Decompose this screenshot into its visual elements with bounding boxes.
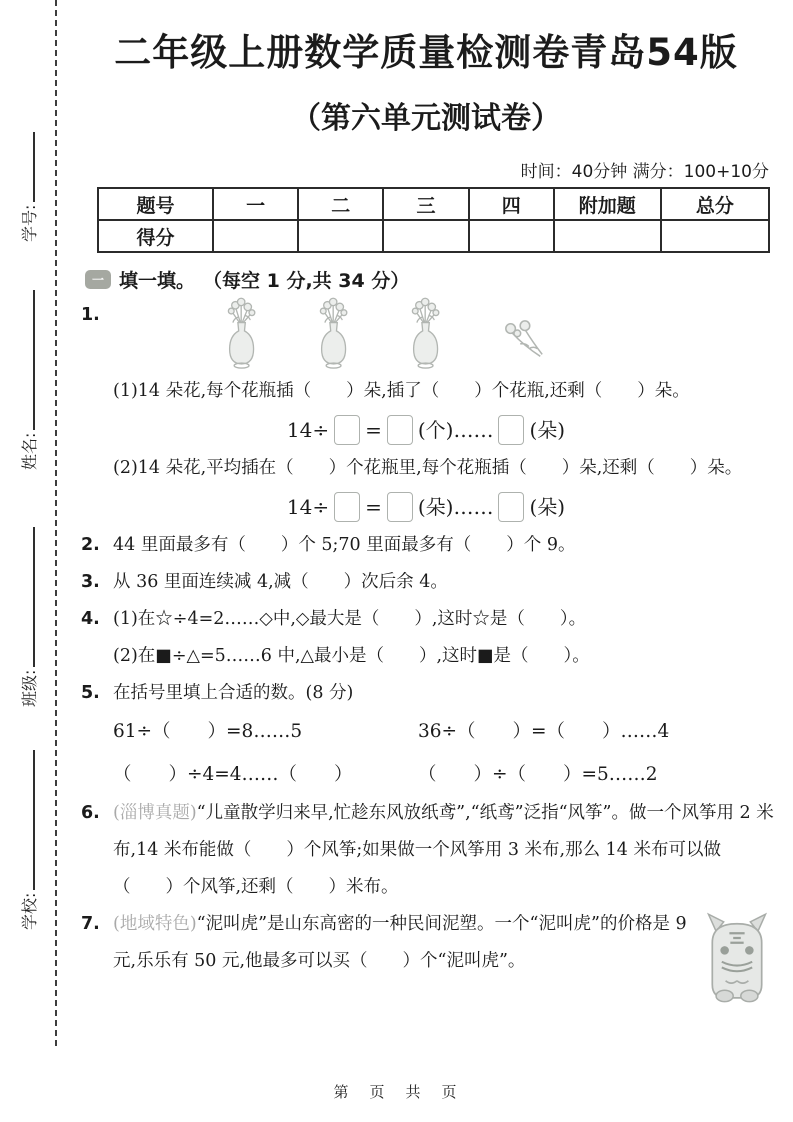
rail-field-student-id: [17, 132, 40, 242]
score-cell[interactable]: [213, 220, 298, 252]
seal-dashed-line: [55, 0, 57, 1046]
question-2-number: 2.: [81, 535, 100, 555]
class-label: 班级:: [20, 669, 39, 707]
score-cell[interactable]: [554, 220, 661, 252]
name-label: 姓名:: [20, 432, 39, 470]
clay-tiger-icon: [699, 908, 775, 1006]
clay-tiger-picture: [699, 908, 775, 1020]
col-part-4: 四: [469, 188, 554, 220]
question-7-text: “泥叫虎”是山东高密的一种民间泥塑。一个“泥叫虎”的价格是 9 元,乐乐有 50 元,他最多可以买（ ）个“泥叫虎”。: [113, 914, 687, 971]
col-part-1: 一: [213, 188, 298, 220]
q5-equation: 36÷（ ）=（ ）……4: [418, 721, 670, 742]
col-total: 总分: [661, 188, 769, 220]
question-1-number: 1.: [81, 305, 100, 325]
question-7-number: 7.: [81, 914, 100, 934]
vase-with-flowers-icon: [221, 297, 263, 373]
eq1-lhs: 14÷: [286, 418, 330, 442]
question-1: [75, 297, 777, 524]
question-6-number: 6.: [81, 803, 100, 823]
score-table-header-row: [98, 188, 769, 220]
question-6: [75, 795, 777, 906]
eq1-quotient-box[interactable]: [387, 415, 413, 445]
rail-field-school: [17, 750, 40, 930]
eq1-equals: =: [365, 418, 382, 442]
col-part-2: 二: [298, 188, 383, 220]
question-4-line-2: (2)在■÷△=5……6 中,△最小是（ ）,这时■是（ ）。: [113, 646, 590, 666]
section-one-note: （每空 1 分,共 34 分）: [203, 270, 410, 292]
question-4-number: 4.: [81, 609, 100, 629]
q5-equation: （ ）÷4=4……（ ）: [113, 764, 353, 785]
question-3-text: 从 36 里面连续减 4,减（ ）次后余 4。: [113, 572, 448, 592]
score-cell[interactable]: [383, 220, 468, 252]
eq1-unit-quotient: (个)……: [417, 418, 494, 442]
question-2-text: 44 里面最多有（ ）个 5;70 里面最多有（ ）个 9。: [113, 535, 576, 555]
question-1-part-2: (2)14 朵花,平均插在（ ）个花瓶里,每个花瓶插（ ）朵,还剩（ ）朵。: [113, 458, 743, 478]
question-5: [75, 675, 777, 795]
rail-field-class: [17, 527, 40, 707]
page-subtitle: （第六单元测试卷）: [291, 101, 561, 136]
q5-equation: （ ）÷（ ）=5……2: [418, 764, 658, 785]
eq2-unit-quotient: (朵)……: [417, 495, 494, 519]
question-5-number: 5.: [81, 683, 100, 703]
question-6-text: “儿童散学归来早,忙趁东风放纸鸢”,“纸鸢”泛指“风筝”。做一个风筝用 2 米布,14 米布能做（ ）个风筝;如果做一个风筝用 3 米布,那么 14 米布可以做（ ）个风筝,还剩（ ）米布。: [113, 803, 774, 897]
vase-with-flowers-icon: [313, 297, 355, 373]
student-id-blank[interactable]: [20, 132, 35, 202]
name-blank[interactable]: [20, 290, 35, 430]
question-3: [75, 564, 777, 601]
col-question-number: 题号: [98, 188, 213, 220]
question-6-source-tag: (淄博真题): [113, 803, 197, 823]
eq2-quotient-box[interactable]: [387, 492, 413, 522]
question-5-equations: [113, 712, 777, 795]
eq2-divisor-box[interactable]: [334, 492, 360, 522]
vase-with-flowers-icon: [405, 297, 447, 373]
eq1-remainder-box[interactable]: [498, 415, 524, 445]
score-cell[interactable]: [661, 220, 769, 252]
question-3-number: 3.: [81, 572, 100, 592]
section-one-badge-icon: 一: [85, 270, 111, 289]
eq2-lhs: 14÷: [286, 495, 330, 519]
question-1-equation-2: [75, 490, 777, 524]
col-bonus: 附加题: [554, 188, 661, 220]
question-4: [75, 601, 777, 675]
rail-field-name: [17, 290, 40, 470]
col-part-3: 三: [383, 188, 468, 220]
score-table: [97, 187, 770, 253]
page-number-footer: 第 页 共 页: [333, 1083, 460, 1101]
school-label: 学校:: [20, 892, 39, 930]
section-one-header: [85, 266, 777, 293]
question-1-picture: [221, 297, 777, 373]
page-title: 二年级上册数学质量检测卷青岛54版: [114, 31, 738, 74]
eq2-equals: =: [365, 495, 382, 519]
score-cell[interactable]: [469, 220, 554, 252]
score-table-score-row: [98, 220, 769, 252]
section-one-title: 填一填。: [119, 270, 196, 292]
exam-time-score-info: 时间：40分钟 满分：100+10分: [520, 162, 769, 182]
eq1-unit-remainder: (朵): [529, 418, 566, 442]
student-id-label: 学号:: [20, 204, 39, 242]
paper-main-content: [75, 0, 777, 1022]
question-7-source-tag: (地域特色): [113, 914, 197, 934]
score-cell[interactable]: [298, 220, 383, 252]
eq1-divisor-box[interactable]: [334, 415, 360, 445]
loose-flowers-icon: [497, 319, 551, 363]
school-blank[interactable]: [20, 750, 35, 890]
q5-equation: 61÷（ ）=8……5: [113, 721, 303, 742]
question-4-line-1: (1)在☆÷4=2……◇中,◇最大是（ ）,这时☆是（ ）。: [113, 609, 587, 629]
eq2-unit-remainder: (朵): [529, 495, 566, 519]
score-row-label: 得分: [98, 220, 213, 252]
question-5-title: 在括号里填上合适的数。(8 分): [113, 683, 354, 703]
question-7: [75, 906, 777, 980]
question-1-equation-1: [75, 413, 777, 447]
class-blank[interactable]: [20, 527, 35, 667]
eq2-remainder-box[interactable]: [498, 492, 524, 522]
question-2: [75, 527, 777, 564]
question-1-part-1: (1)14 朵花,每个花瓶插（ ）朵,插了（ ）个花瓶,还剩（ ）朵。: [113, 381, 690, 401]
